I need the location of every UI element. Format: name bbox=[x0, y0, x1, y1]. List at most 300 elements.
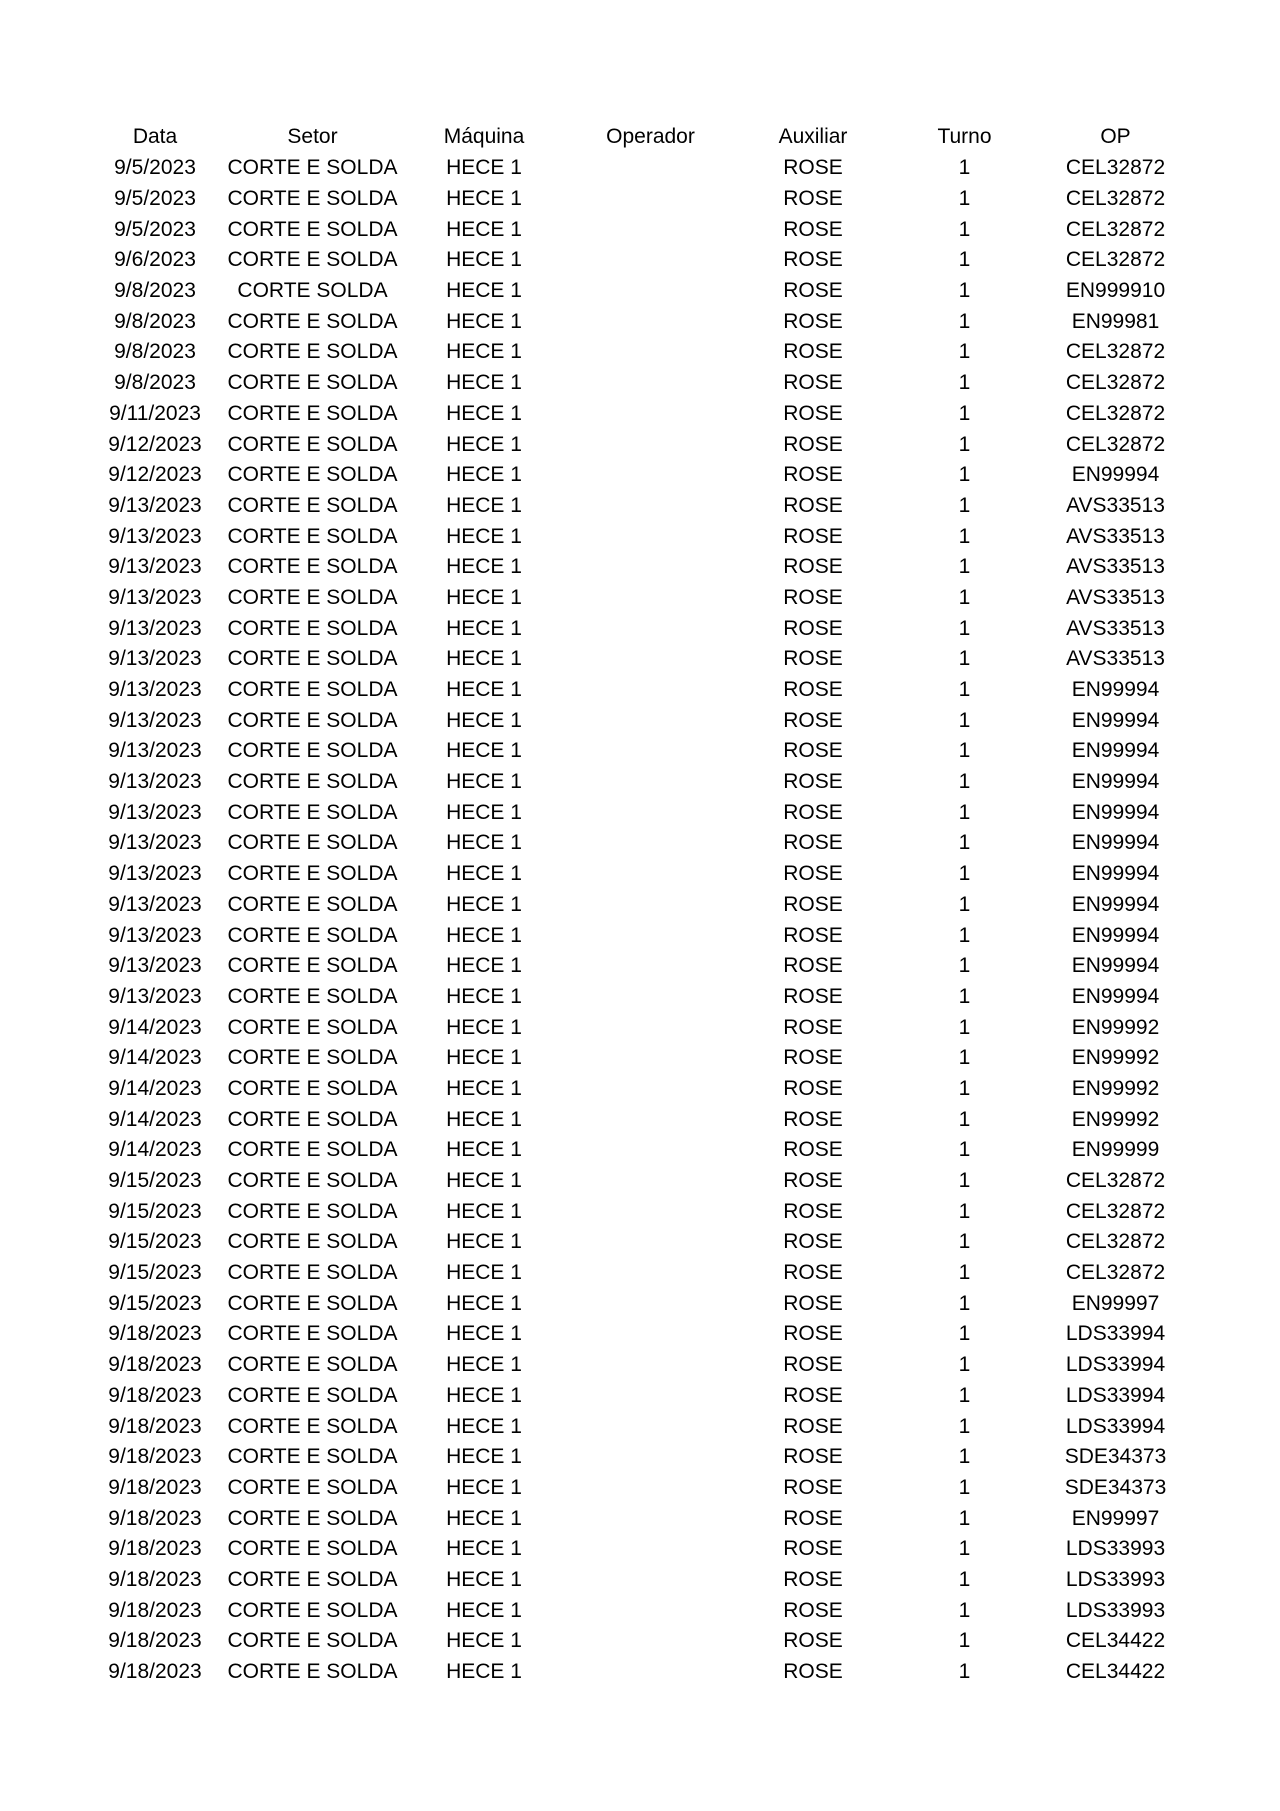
cell-op: CEL32872 bbox=[1065, 1199, 1166, 1223]
cell-data: 9/14/2023 bbox=[108, 1107, 202, 1131]
cell-auxiliar: ROSE bbox=[783, 954, 843, 978]
cell-maquina: HECE 1 bbox=[446, 1169, 522, 1193]
cell-data: 9/15/2023 bbox=[108, 1199, 202, 1223]
table-row bbox=[90, 368, 1190, 399]
cell-operador bbox=[563, 613, 738, 644]
cell-operador bbox=[563, 951, 738, 982]
cell-maquina: HECE 1 bbox=[446, 923, 522, 947]
column-header-setor: Setor bbox=[287, 124, 338, 148]
cell-operador bbox=[563, 1227, 738, 1258]
cell-data: 9/13/2023 bbox=[108, 616, 202, 640]
cell-auxiliar: ROSE bbox=[783, 1660, 843, 1684]
table-row bbox=[90, 828, 1190, 859]
cell-operador bbox=[563, 1534, 738, 1565]
cell-turno: 1 bbox=[958, 1567, 971, 1591]
cell-op: LDS33993 bbox=[1065, 1537, 1166, 1561]
cell-data: 9/15/2023 bbox=[108, 1291, 202, 1315]
cell-auxiliar: ROSE bbox=[783, 524, 843, 548]
cell-turno: 1 bbox=[958, 309, 971, 333]
cell-auxiliar: ROSE bbox=[783, 1076, 843, 1100]
cell-auxiliar: ROSE bbox=[783, 340, 843, 364]
cell-setor: CORTE SOLDA bbox=[237, 279, 388, 303]
cell-op: AVS33513 bbox=[1066, 647, 1165, 671]
table-row bbox=[90, 1196, 1190, 1227]
table-row bbox=[90, 797, 1190, 828]
cell-data: 9/13/2023 bbox=[108, 493, 202, 517]
cell-op: CEL32872 bbox=[1065, 1169, 1166, 1193]
cell-turno: 1 bbox=[958, 1414, 971, 1438]
table-row bbox=[90, 552, 1190, 583]
cell-turno: 1 bbox=[958, 340, 971, 364]
cell-data: 9/13/2023 bbox=[108, 739, 202, 763]
table-row bbox=[90, 1258, 1190, 1289]
cell-maquina: HECE 1 bbox=[446, 708, 522, 732]
cell-setor: CORTE E SOLDA bbox=[227, 1138, 398, 1162]
cell-setor: CORTE E SOLDA bbox=[227, 1383, 398, 1407]
cell-maquina: HECE 1 bbox=[446, 954, 522, 978]
cell-data: 9/12/2023 bbox=[108, 463, 202, 487]
cell-setor: CORTE E SOLDA bbox=[227, 678, 398, 702]
table-row bbox=[90, 1288, 1190, 1319]
cell-auxiliar: ROSE bbox=[783, 1169, 843, 1193]
cell-op: EN99994 bbox=[1071, 463, 1160, 487]
cell-operador bbox=[563, 1196, 738, 1227]
cell-turno: 1 bbox=[958, 708, 971, 732]
cell-turno: 1 bbox=[958, 555, 971, 579]
cell-auxiliar: ROSE bbox=[783, 156, 843, 180]
table-row bbox=[90, 1074, 1190, 1105]
table-row bbox=[90, 1043, 1190, 1074]
cell-operador bbox=[563, 245, 738, 276]
cell-auxiliar: ROSE bbox=[783, 1107, 843, 1131]
table-row bbox=[90, 491, 1190, 522]
cell-turno: 1 bbox=[958, 524, 971, 548]
cell-maquina: HECE 1 bbox=[446, 1414, 522, 1438]
cell-turno: 1 bbox=[958, 585, 971, 609]
cell-setor: CORTE E SOLDA bbox=[227, 739, 398, 763]
cell-turno: 1 bbox=[958, 616, 971, 640]
cell-maquina: HECE 1 bbox=[446, 1475, 522, 1499]
cell-op: EN99994 bbox=[1071, 984, 1160, 1008]
cell-op: CEL32872 bbox=[1065, 156, 1166, 180]
table-row bbox=[90, 521, 1190, 552]
cell-operador bbox=[563, 675, 738, 706]
cell-turno: 1 bbox=[958, 1445, 971, 1469]
table-row bbox=[90, 153, 1190, 184]
cell-auxiliar: ROSE bbox=[783, 1537, 843, 1561]
cell-maquina: HECE 1 bbox=[446, 401, 522, 425]
cell-turno: 1 bbox=[958, 371, 971, 395]
cell-setor: CORTE E SOLDA bbox=[227, 1199, 398, 1223]
cell-data: 9/15/2023 bbox=[108, 1230, 202, 1254]
cell-maquina: HECE 1 bbox=[446, 217, 522, 241]
cell-maquina: HECE 1 bbox=[446, 1138, 522, 1162]
cell-maquina: HECE 1 bbox=[446, 463, 522, 487]
cell-auxiliar: ROSE bbox=[783, 770, 843, 794]
header-row bbox=[90, 120, 1190, 153]
cell-turno: 1 bbox=[958, 1353, 971, 1377]
cell-data: 9/18/2023 bbox=[108, 1414, 202, 1438]
cell-operador bbox=[563, 1074, 738, 1105]
cell-turno: 1 bbox=[958, 1138, 971, 1162]
cell-setor: CORTE E SOLDA bbox=[227, 1261, 398, 1285]
cell-maquina: HECE 1 bbox=[446, 647, 522, 671]
cell-setor: CORTE E SOLDA bbox=[227, 493, 398, 517]
cell-setor: CORTE E SOLDA bbox=[227, 954, 398, 978]
cell-op: LDS33994 bbox=[1065, 1322, 1166, 1346]
cell-turno: 1 bbox=[958, 984, 971, 1008]
cell-op: EN99994 bbox=[1071, 862, 1160, 886]
cell-maquina: HECE 1 bbox=[446, 1261, 522, 1285]
cell-auxiliar: ROSE bbox=[783, 892, 843, 916]
cell-maquina: HECE 1 bbox=[446, 1660, 522, 1684]
cell-operador bbox=[563, 797, 738, 828]
column-header-op: OP bbox=[1100, 124, 1131, 148]
cell-auxiliar: ROSE bbox=[783, 279, 843, 303]
cell-turno: 1 bbox=[958, 954, 971, 978]
cell-maquina: HECE 1 bbox=[446, 279, 522, 303]
cell-setor: CORTE E SOLDA bbox=[227, 585, 398, 609]
cell-operador bbox=[563, 337, 738, 368]
cell-auxiliar: ROSE bbox=[783, 493, 843, 517]
cell-turno: 1 bbox=[958, 493, 971, 517]
cell-op: CEL32872 bbox=[1065, 248, 1166, 272]
cell-data: 9/5/2023 bbox=[114, 187, 196, 211]
cell-setor: CORTE E SOLDA bbox=[227, 770, 398, 794]
cell-turno: 1 bbox=[958, 217, 971, 241]
cell-operador bbox=[563, 705, 738, 736]
column-header-data: Data bbox=[132, 124, 178, 148]
cell-setor: CORTE E SOLDA bbox=[227, 524, 398, 548]
cell-maquina: HECE 1 bbox=[446, 862, 522, 886]
cell-setor: CORTE E SOLDA bbox=[227, 248, 398, 272]
cell-turno: 1 bbox=[958, 1199, 971, 1223]
cell-setor: CORTE E SOLDA bbox=[227, 309, 398, 333]
column-header-turno: Turno bbox=[937, 124, 992, 148]
cell-maquina: HECE 1 bbox=[446, 493, 522, 517]
table-row bbox=[90, 1227, 1190, 1258]
cell-setor: CORTE E SOLDA bbox=[227, 984, 398, 1008]
cell-maquina: HECE 1 bbox=[446, 1629, 522, 1653]
cell-op: EN99999 bbox=[1071, 1138, 1160, 1162]
table-row bbox=[90, 245, 1190, 276]
cell-auxiliar: ROSE bbox=[783, 1353, 843, 1377]
cell-maquina: HECE 1 bbox=[446, 1076, 522, 1100]
cell-turno: 1 bbox=[958, 1015, 971, 1039]
cell-setor: CORTE E SOLDA bbox=[227, 1322, 398, 1346]
cell-auxiliar: ROSE bbox=[783, 800, 843, 824]
table-row bbox=[90, 337, 1190, 368]
cell-data: 9/13/2023 bbox=[108, 862, 202, 886]
cell-auxiliar: ROSE bbox=[783, 248, 843, 272]
cell-operador bbox=[563, 153, 738, 184]
cell-maquina: HECE 1 bbox=[446, 187, 522, 211]
column-header-maquina: Máquina bbox=[443, 124, 525, 148]
cell-op: EN99994 bbox=[1071, 739, 1160, 763]
cell-data: 9/8/2023 bbox=[114, 371, 196, 395]
cell-op: SDE34373 bbox=[1064, 1475, 1167, 1499]
cell-auxiliar: ROSE bbox=[783, 432, 843, 456]
cell-turno: 1 bbox=[958, 862, 971, 886]
cell-setor: CORTE E SOLDA bbox=[227, 1015, 398, 1039]
cell-setor: CORTE E SOLDA bbox=[227, 371, 398, 395]
cell-maquina: HECE 1 bbox=[446, 1107, 522, 1131]
cell-data: 9/18/2023 bbox=[108, 1567, 202, 1591]
cell-op: EN999910 bbox=[1065, 279, 1166, 303]
cell-data: 9/18/2023 bbox=[108, 1353, 202, 1377]
cell-op: EN99994 bbox=[1071, 923, 1160, 947]
cell-data: 9/13/2023 bbox=[108, 892, 202, 916]
table-row bbox=[90, 1350, 1190, 1381]
cell-maquina: HECE 1 bbox=[446, 555, 522, 579]
cell-setor: CORTE E SOLDA bbox=[227, 1230, 398, 1254]
table-header bbox=[90, 120, 1190, 153]
cell-setor: CORTE E SOLDA bbox=[227, 708, 398, 732]
cell-op: EN99992 bbox=[1071, 1046, 1160, 1070]
cell-data: 9/18/2023 bbox=[108, 1537, 202, 1561]
cell-auxiliar: ROSE bbox=[783, 616, 843, 640]
cell-operador bbox=[563, 1473, 738, 1504]
cell-turno: 1 bbox=[958, 1076, 971, 1100]
cell-operador bbox=[563, 1565, 738, 1596]
cell-turno: 1 bbox=[958, 432, 971, 456]
cell-turno: 1 bbox=[958, 770, 971, 794]
cell-auxiliar: ROSE bbox=[783, 401, 843, 425]
cell-turno: 1 bbox=[958, 1261, 971, 1285]
cell-setor: CORTE E SOLDA bbox=[227, 217, 398, 241]
cell-operador bbox=[563, 1381, 738, 1412]
cell-setor: CORTE E SOLDA bbox=[227, 1076, 398, 1100]
cell-maquina: HECE 1 bbox=[446, 1199, 522, 1223]
cell-maquina: HECE 1 bbox=[446, 309, 522, 333]
table-row bbox=[90, 429, 1190, 460]
cell-turno: 1 bbox=[958, 678, 971, 702]
cell-auxiliar: ROSE bbox=[783, 1414, 843, 1438]
cell-setor: CORTE E SOLDA bbox=[227, 401, 398, 425]
cell-data: 9/12/2023 bbox=[108, 432, 202, 456]
cell-setor: CORTE E SOLDA bbox=[227, 156, 398, 180]
cell-auxiliar: ROSE bbox=[783, 555, 843, 579]
table-row bbox=[90, 1595, 1190, 1626]
table-row bbox=[90, 214, 1190, 245]
table-row bbox=[90, 613, 1190, 644]
cell-data: 9/13/2023 bbox=[108, 923, 202, 947]
cell-turno: 1 bbox=[958, 1629, 971, 1653]
cell-auxiliar: ROSE bbox=[783, 1046, 843, 1070]
cell-maquina: HECE 1 bbox=[446, 678, 522, 702]
table-row bbox=[90, 399, 1190, 430]
cell-op: SDE34373 bbox=[1064, 1445, 1167, 1469]
cell-operador bbox=[563, 583, 738, 614]
cell-op: AVS33513 bbox=[1066, 555, 1165, 579]
cell-data: 9/5/2023 bbox=[114, 156, 196, 180]
cell-data: 9/8/2023 bbox=[114, 309, 196, 333]
table-row bbox=[90, 460, 1190, 491]
table-row bbox=[90, 1319, 1190, 1350]
column-header-auxiliar: Auxiliar bbox=[778, 124, 848, 148]
cell-maquina: HECE 1 bbox=[446, 831, 522, 855]
cell-turno: 1 bbox=[958, 187, 971, 211]
table-row bbox=[90, 859, 1190, 890]
cell-setor: CORTE E SOLDA bbox=[227, 862, 398, 886]
cell-auxiliar: ROSE bbox=[783, 1598, 843, 1622]
cell-auxiliar: ROSE bbox=[783, 1230, 843, 1254]
cell-data: 9/15/2023 bbox=[108, 1169, 202, 1193]
cell-op: AVS33513 bbox=[1066, 493, 1165, 517]
cell-data: 9/13/2023 bbox=[108, 770, 202, 794]
cell-setor: CORTE E SOLDA bbox=[227, 831, 398, 855]
cell-data: 9/13/2023 bbox=[108, 984, 202, 1008]
cell-data: 9/18/2023 bbox=[108, 1475, 202, 1499]
cell-operador bbox=[563, 1595, 738, 1626]
table-row bbox=[90, 705, 1190, 736]
cell-maquina: HECE 1 bbox=[446, 1322, 522, 1346]
cell-op: CEL32872 bbox=[1065, 340, 1166, 364]
cell-auxiliar: ROSE bbox=[783, 1567, 843, 1591]
table-body bbox=[90, 153, 1190, 1687]
cell-maquina: HECE 1 bbox=[446, 1445, 522, 1469]
cell-operador bbox=[563, 828, 738, 859]
column-header-operador: Operador bbox=[606, 124, 695, 148]
table-row bbox=[90, 767, 1190, 798]
cell-setor: CORTE E SOLDA bbox=[227, 1629, 398, 1653]
cell-operador bbox=[563, 521, 738, 552]
cell-data: 9/18/2023 bbox=[108, 1660, 202, 1684]
cell-operador bbox=[563, 1626, 738, 1657]
cell-op: CEL34422 bbox=[1065, 1660, 1166, 1684]
cell-data: 9/13/2023 bbox=[108, 555, 202, 579]
cell-turno: 1 bbox=[958, 156, 971, 180]
cell-auxiliar: ROSE bbox=[783, 708, 843, 732]
cell-op: EN99994 bbox=[1071, 678, 1160, 702]
cell-auxiliar: ROSE bbox=[783, 647, 843, 671]
cell-op: AVS33513 bbox=[1066, 524, 1165, 548]
table-row bbox=[90, 644, 1190, 675]
cell-auxiliar: ROSE bbox=[783, 1383, 843, 1407]
cell-maquina: HECE 1 bbox=[446, 585, 522, 609]
cell-data: 9/14/2023 bbox=[108, 1046, 202, 1070]
cell-operador bbox=[563, 644, 738, 675]
cell-maquina: HECE 1 bbox=[446, 1046, 522, 1070]
cell-operador bbox=[563, 276, 738, 307]
cell-operador bbox=[563, 491, 738, 522]
cell-setor: CORTE E SOLDA bbox=[227, 1445, 398, 1469]
cell-auxiliar: ROSE bbox=[783, 1199, 843, 1223]
cell-setor: CORTE E SOLDA bbox=[227, 616, 398, 640]
cell-turno: 1 bbox=[958, 279, 971, 303]
cell-operador bbox=[563, 1043, 738, 1074]
cell-op: CEL32872 bbox=[1065, 217, 1166, 241]
cell-data: 9/14/2023 bbox=[108, 1015, 202, 1039]
cell-maquina: HECE 1 bbox=[446, 1230, 522, 1254]
cell-maquina: HECE 1 bbox=[446, 1567, 522, 1591]
cell-op: EN99994 bbox=[1071, 770, 1160, 794]
cell-setor: CORTE E SOLDA bbox=[227, 1046, 398, 1070]
cell-op: EN99997 bbox=[1071, 1291, 1160, 1315]
cell-operador bbox=[563, 1442, 738, 1473]
cell-data: 9/13/2023 bbox=[108, 954, 202, 978]
table-row bbox=[90, 951, 1190, 982]
cell-maquina: HECE 1 bbox=[446, 770, 522, 794]
cell-turno: 1 bbox=[958, 1322, 971, 1346]
cell-turno: 1 bbox=[958, 1291, 971, 1315]
cell-auxiliar: ROSE bbox=[783, 831, 843, 855]
cell-op: CEL32872 bbox=[1065, 371, 1166, 395]
cell-auxiliar: ROSE bbox=[783, 309, 843, 333]
cell-op: EN99992 bbox=[1071, 1015, 1160, 1039]
cell-maquina: HECE 1 bbox=[446, 432, 522, 456]
table-row bbox=[90, 1381, 1190, 1412]
cell-maquina: HECE 1 bbox=[446, 800, 522, 824]
cell-maquina: HECE 1 bbox=[446, 1537, 522, 1561]
cell-turno: 1 bbox=[958, 248, 971, 272]
cell-setor: CORTE E SOLDA bbox=[227, 647, 398, 671]
cell-maquina: HECE 1 bbox=[446, 524, 522, 548]
cell-setor: CORTE E SOLDA bbox=[227, 923, 398, 947]
table-row bbox=[90, 306, 1190, 337]
cell-auxiliar: ROSE bbox=[783, 923, 843, 947]
cell-turno: 1 bbox=[958, 1230, 971, 1254]
cell-op: EN99981 bbox=[1071, 309, 1160, 333]
cell-op: CEL32872 bbox=[1065, 1230, 1166, 1254]
table-row bbox=[90, 1473, 1190, 1504]
table-row bbox=[90, 920, 1190, 951]
cell-op: EN99992 bbox=[1071, 1076, 1160, 1100]
cell-data: 9/13/2023 bbox=[108, 831, 202, 855]
production-table bbox=[90, 120, 1190, 1687]
cell-turno: 1 bbox=[958, 1383, 971, 1407]
cell-operador bbox=[563, 1135, 738, 1166]
cell-auxiliar: ROSE bbox=[783, 1015, 843, 1039]
cell-auxiliar: ROSE bbox=[783, 1322, 843, 1346]
cell-data: 9/13/2023 bbox=[108, 678, 202, 702]
cell-op: CEL32872 bbox=[1065, 401, 1166, 425]
cell-operador bbox=[563, 736, 738, 767]
cell-maquina: HECE 1 bbox=[446, 340, 522, 364]
cell-operador bbox=[563, 1319, 738, 1350]
cell-data: 9/13/2023 bbox=[108, 647, 202, 671]
cell-setor: CORTE E SOLDA bbox=[227, 1169, 398, 1193]
table-row bbox=[90, 1503, 1190, 1534]
cell-op: EN99997 bbox=[1071, 1506, 1160, 1530]
cell-op: EN99992 bbox=[1071, 1107, 1160, 1131]
table-row bbox=[90, 1012, 1190, 1043]
cell-data: 9/18/2023 bbox=[108, 1629, 202, 1653]
cell-auxiliar: ROSE bbox=[783, 1445, 843, 1469]
cell-auxiliar: ROSE bbox=[783, 187, 843, 211]
cell-turno: 1 bbox=[958, 739, 971, 763]
table-row bbox=[90, 982, 1190, 1013]
cell-operador bbox=[563, 1166, 738, 1197]
cell-setor: CORTE E SOLDA bbox=[227, 340, 398, 364]
cell-auxiliar: ROSE bbox=[783, 678, 843, 702]
cell-data: 9/18/2023 bbox=[108, 1322, 202, 1346]
cell-turno: 1 bbox=[958, 1475, 971, 1499]
cell-data: 9/18/2023 bbox=[108, 1506, 202, 1530]
cell-auxiliar: ROSE bbox=[783, 463, 843, 487]
cell-turno: 1 bbox=[958, 647, 971, 671]
cell-op: EN99994 bbox=[1071, 831, 1160, 855]
table-row bbox=[90, 1626, 1190, 1657]
cell-turno: 1 bbox=[958, 1107, 971, 1131]
cell-operador bbox=[563, 890, 738, 921]
cell-data: 9/13/2023 bbox=[108, 524, 202, 548]
cell-auxiliar: ROSE bbox=[783, 739, 843, 763]
cell-maquina: HECE 1 bbox=[446, 248, 522, 272]
cell-operador bbox=[563, 552, 738, 583]
cell-maquina: HECE 1 bbox=[446, 1506, 522, 1530]
cell-data: 9/18/2023 bbox=[108, 1445, 202, 1469]
